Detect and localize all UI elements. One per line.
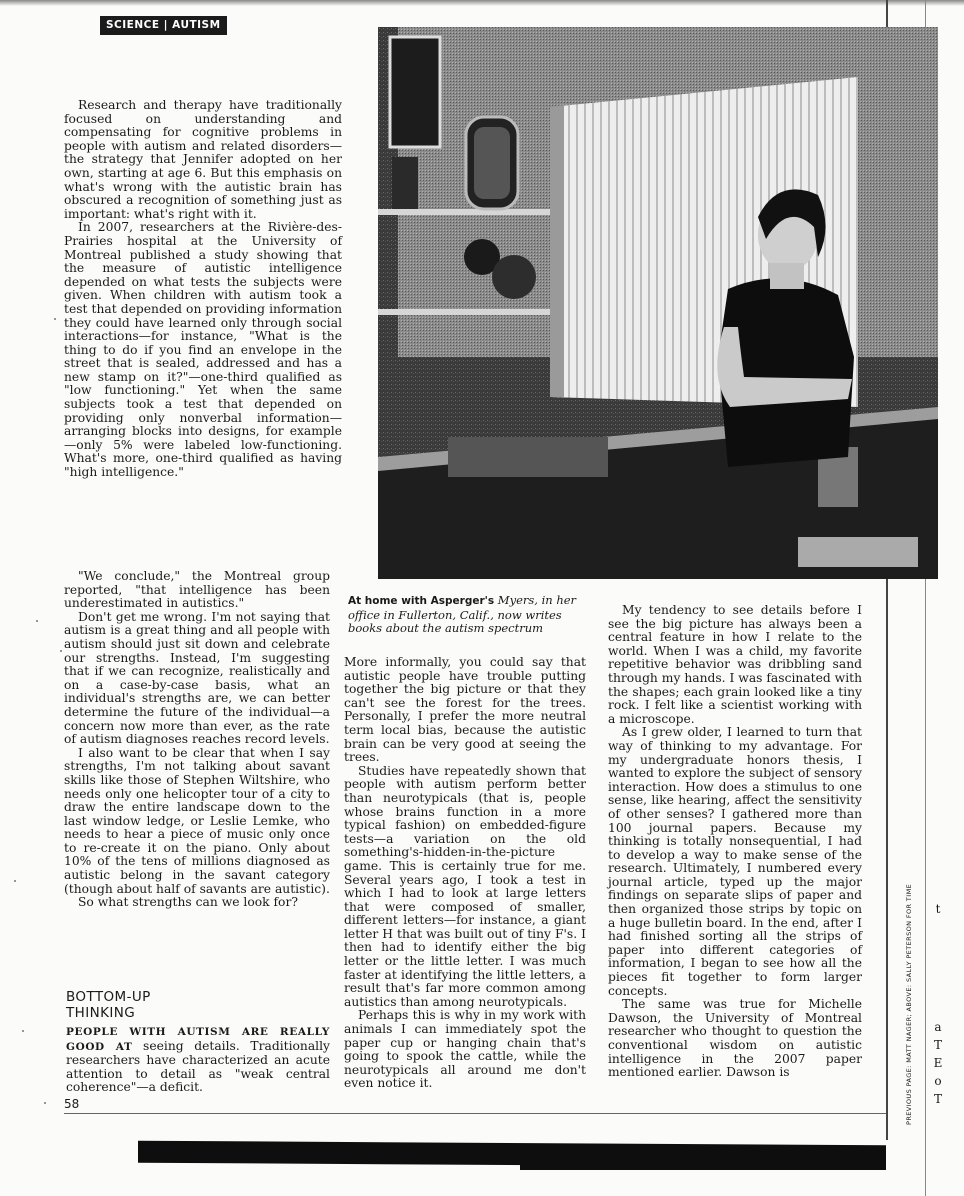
paragraph: Research and therapy have traditionally focused on understanding and compensating for cognitive problems in people with autism and related disorders—the strategy that Jennifer adopted on her own, starting at age 6. But this emphasis on what's wrong with the autistic brain has obscured a recognition of something just as important: what's right with it. [64, 98, 342, 221]
caption-text: Myers, in her office in Fullerton, Calif., now writes books about the autism spectrum [348, 593, 577, 635]
body-column-1-upper [64, 99, 342, 480]
section-subhead [66, 989, 326, 1021]
paragraph: Don't get me wrong. I'm not saying that autism is a great thing and all people with autism should just sit down and celebrate our strengths. Instead, I'm suggesting that if we can recognize, realistically and on a case-by-case basis, what an individual's strengths are, we can better determine the future of the individual—a concern now more than ever, as the rate of autism diagnoses reaches record levels. [64, 609, 330, 747]
footer-rule [64, 1113, 886, 1114]
page-number: 58 [64, 1097, 80, 1111]
body-column-2 [344, 656, 586, 1091]
office-photo-illustration [378, 27, 938, 579]
edge-letter: T [933, 1092, 942, 1106]
edge-letter: a [934, 1020, 942, 1034]
photo-caption [348, 594, 588, 636]
edge-letter: E [933, 1056, 943, 1070]
paragraph: Perhaps this is why in my work with animals I can immediately spot the paper cup or hanging chain that's going to spook the cattle, while the neurotypicals all around me don't even notice it. [344, 1008, 586, 1091]
section-tag: SCIENCE | AUTISM [100, 16, 227, 35]
paragraph: "We conclude," the Montreal group reported, "that intelligence has been underestimated in autistics." [64, 569, 330, 611]
page-top-shadow [0, 0, 964, 6]
paragraph: My tendency to see details before I see the big picture has always been a central feature in how I relate to the world. When I was a child, my favorite repetitive behavior was dribbling sand through my hands. I was fascinated with the shapes; each grain looked like a tiny rock. I felt like a scientist working with a microscope. [608, 603, 862, 726]
paragraph: Studies have repeatedly shown that people with autism perform better than neurotypicals (that is, people whose brains function in a more typical fashion) on embedded-figure tests—a variation on the old something's-hidden-in-the-picture game. This is certainly true for me. Several years ago, I took a test in which I had to look at large letters that were composed of smaller, different letters—for instance, a giant letter H that was built out of tiny F's. I then had to identify either the big letter or the little letter. I was much faster at identifying the little letters, a result that's far more common among autistics than among neurotypicals. [344, 763, 586, 1009]
subhead-paragraph [66, 1025, 330, 1095]
paragraph: As I grew older, I learned to turn that way of thinking to my advantage. For my undergraduate honors thesis, I wanted to explore the subject of sensory interaction. How does a stimulus to one sense, like hearing, affect the sensitivity of other senses? I gathered more than 100 journal papers. Because my thinking is totally nonsequential, I had to develop a way to make sense of the research. Ultimately, I numbered every journal article, typed up the major findings on separate slips of paper and then organized those strips by topic on a huge bulletin board. In the end, after I had finished sorting all the strips of paper into different categories of information, I began to see how all the pieces fit together to form larger concepts. [608, 725, 862, 998]
edge-letter: T [933, 1038, 942, 1052]
photo-credit [905, 883, 919, 1139]
body-column-1-lower [64, 570, 330, 910]
photo-credit-text: PREVIOUS PAGE: MATT NAGER; ABOVE: SALLY PETERSON FOR TIME [905, 883, 913, 1125]
edge-letter: o [934, 1074, 942, 1088]
paragraph: More informally, you could say that autistic people have trouble putting together the big picture or that they can't see the forest for the trees. Personally, I prefer the more neutral term local bias, because the autistic brain can be very good at seeing the trees. [344, 655, 586, 765]
caption-bold: At home with Asperger's [348, 595, 495, 607]
margin-scan-specks [0, 0, 60, 1196]
adjacent-page-letters [928, 900, 948, 1108]
subhead-line-1: BOTTOM-UP [66, 989, 151, 1005]
paragraph: In 2007, researchers at the Rivière-des-Prairies hospital at the University of Montreal published a study showing that the measure of autistic intelligence depended on what tests the subjects were given. When children with autism took a test that depended on providing information they could have learned only through social interactions—for instance, "What is the thing to do if you find an envelope in the street that is sealed, addressed and has a new stamp on it?"—one-third qualified as "low functioning." Yet when the same subjects took a test that depended on providing only nonverbal information—arranging blocks into designs, for example—only 5% were labeled low-functioning. What's more, one-third qualified as having "high intelligence." [64, 220, 342, 480]
subhead-line-2: THINKING [66, 1005, 136, 1021]
paragraph: So what strengths can we look for? [78, 895, 298, 910]
edge-letter: t [935, 902, 941, 916]
subhead-text: seeing details. Traditionally researchers have characterized an acute attention to detail as "weak central coherence"—a deficit. [66, 1038, 330, 1095]
paragraph: I also want to be clear that when I say strengths, I'm not talking about savant skills like those of Stephen Wiltshire, who needs only one helicopter tour of a city to draw the entire landscape down to the last window ledge, or Leslie Lemke, who needs to hear a piece of music only once to re-create it on the piano. Only about 10% of the tens of millions diagnosed as autistic belong in the savant category (though about half of savants are autistic). [64, 745, 330, 896]
paragraph: The same was true for Michelle Dawson, the University of Montreal researcher who thought to question the conventional wisdom on autistic intelligence in the 2007 paper mentioned earlier. Dawson is [608, 997, 862, 1080]
body-column-3 [608, 604, 862, 1080]
article-photo [378, 27, 938, 579]
scan-shadow-bar [520, 1150, 886, 1170]
lead-in-caps: PEOPLE WITH AUTISM ARE REALLY GOOD AT [66, 1026, 330, 1053]
